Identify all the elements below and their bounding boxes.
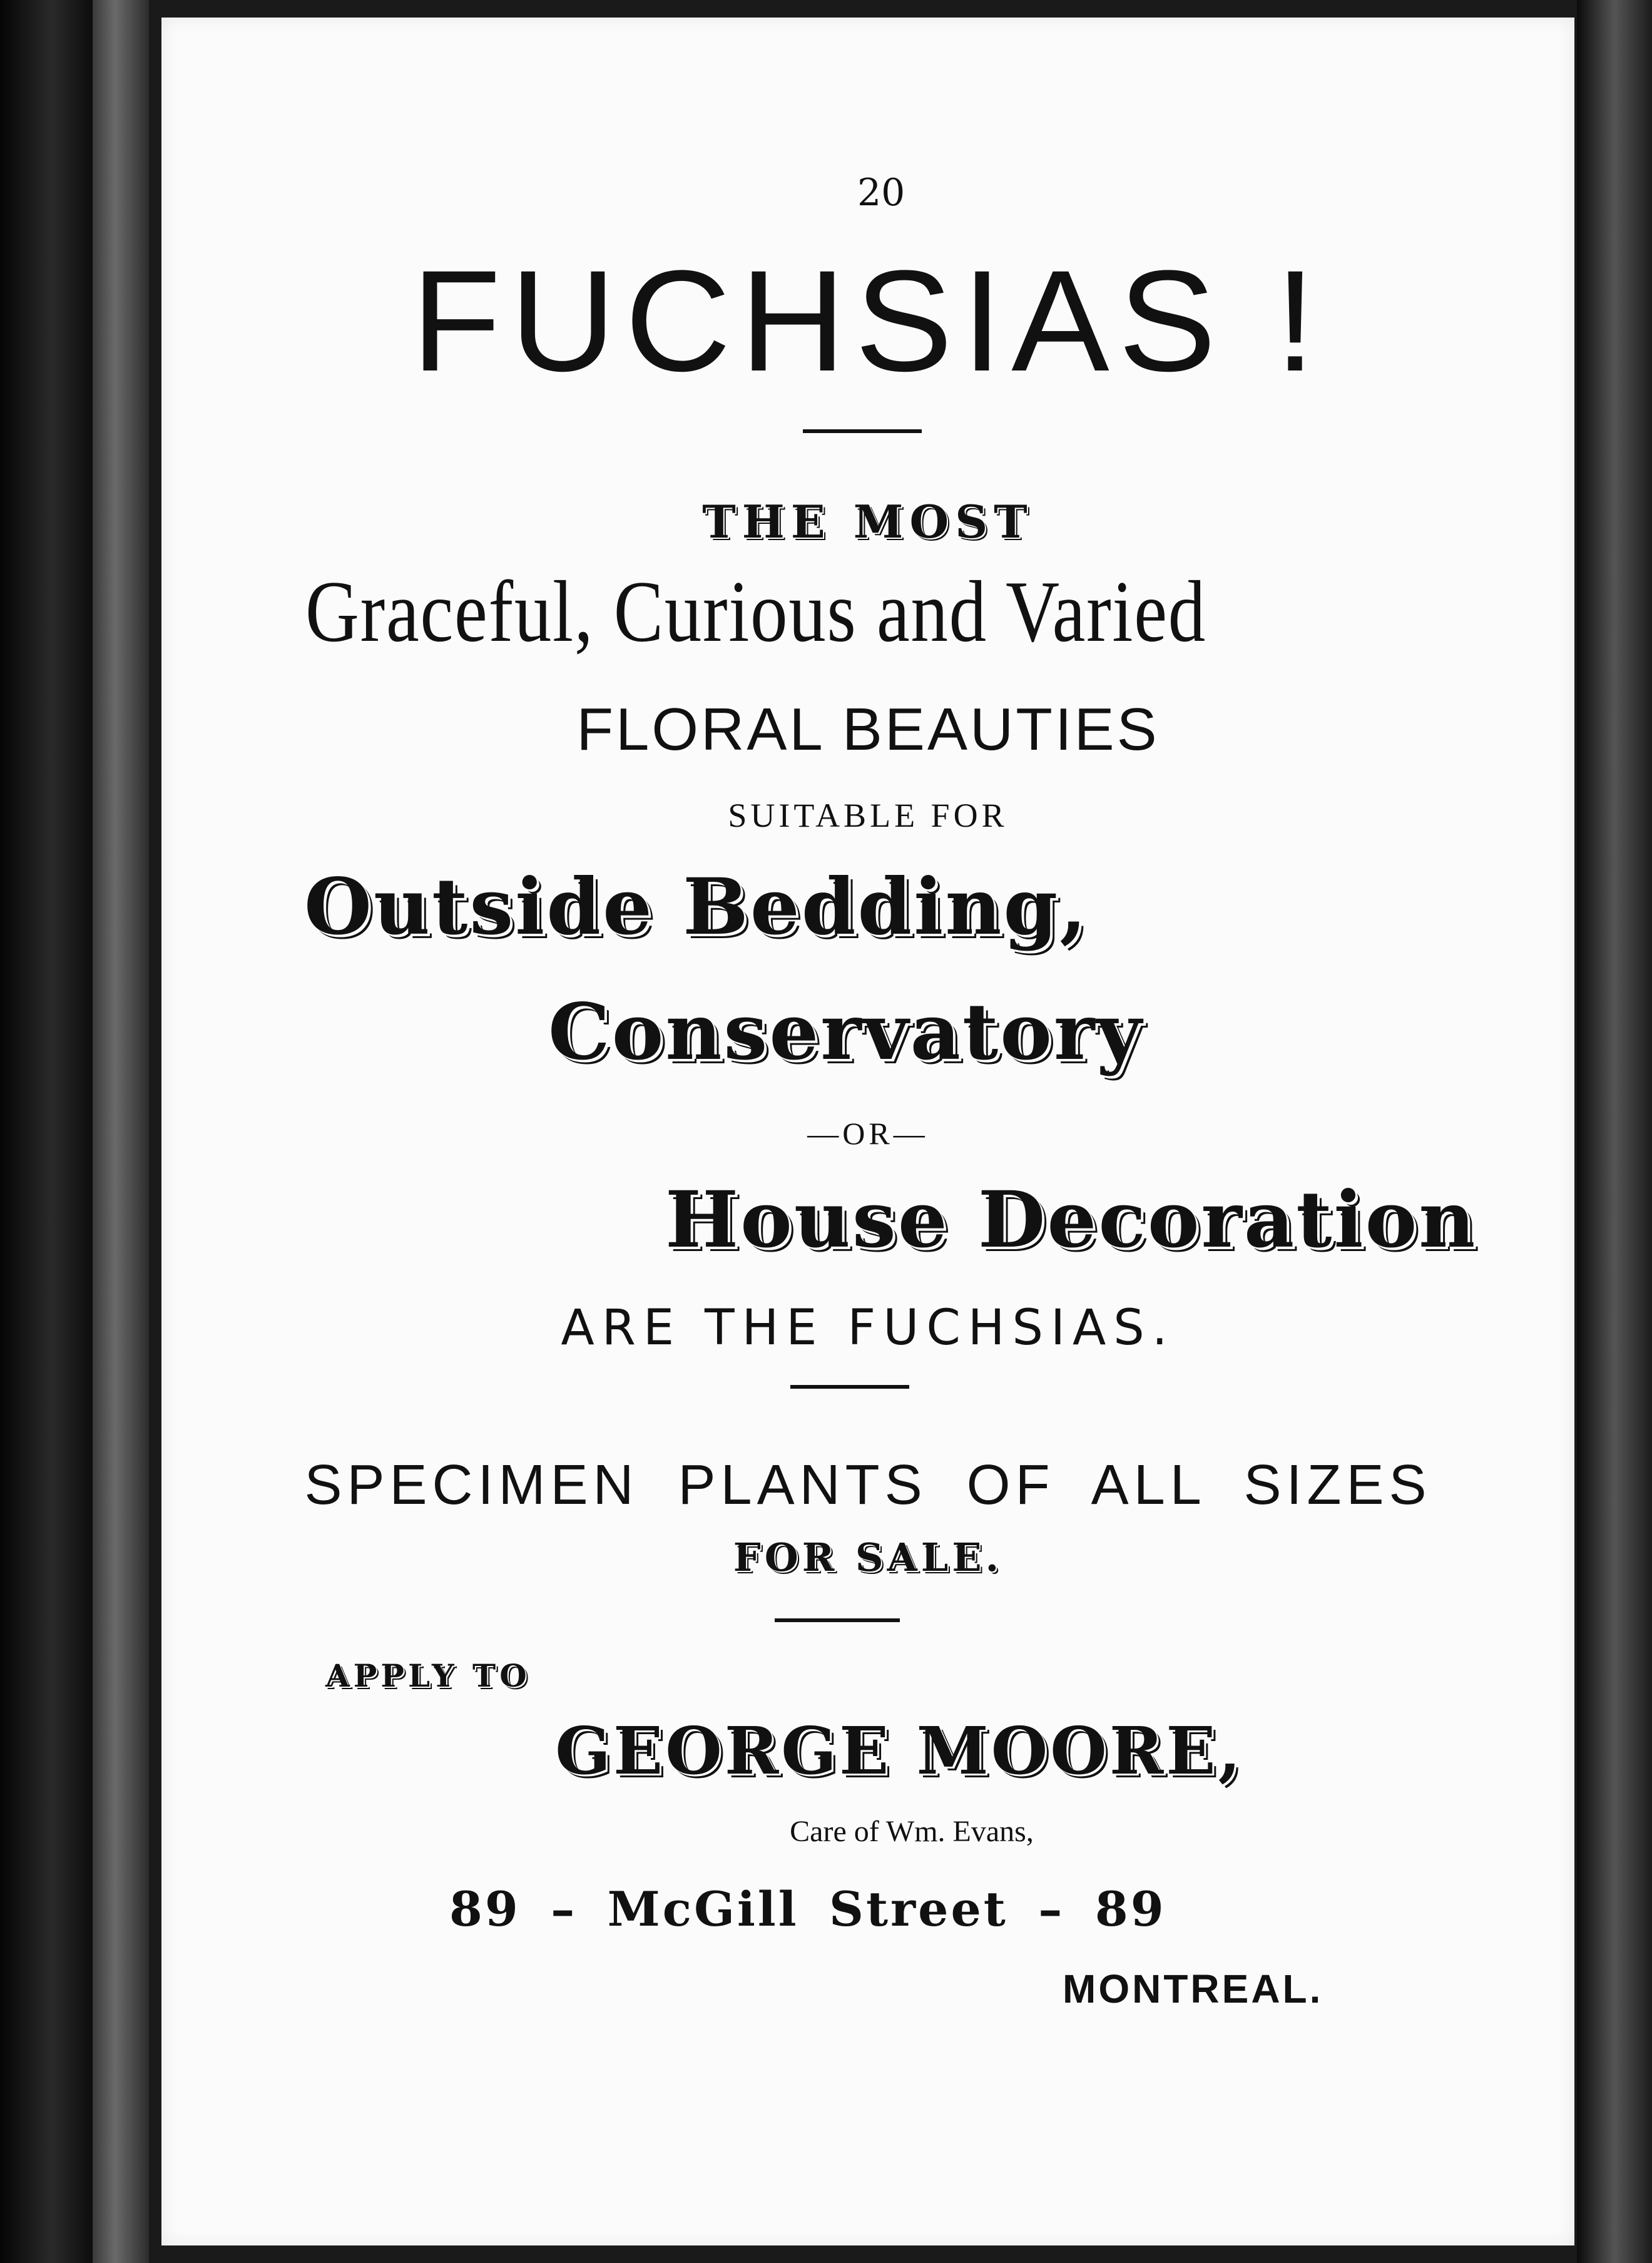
- contact-care-of: Care of Wm. Evans,: [790, 1815, 1034, 1848]
- use-conservatory: Conservatory: [548, 987, 1144, 1078]
- contact-city: MONTREAL.: [1063, 1966, 1323, 2011]
- use-house-decoration: House Decoration: [665, 1175, 1477, 1265]
- scan-edge-left: [0, 0, 94, 2263]
- contact-address: 89 – McGill Street – 89: [449, 1881, 1166, 1937]
- statement-are-the-fuchsias: ARE THE FUCHSIAS.: [561, 1300, 1175, 1356]
- headline-graceful: Graceful, Curious and Varied: [305, 563, 1206, 660]
- headline-the-most: THE MOST: [702, 495, 1034, 548]
- divider-rule-top: [803, 429, 922, 433]
- subhead-suitable-for: SUITABLE FOR: [728, 797, 1008, 834]
- apply-to-label: APPLY TO: [325, 1657, 531, 1694]
- divider-rule-bottom: [775, 1618, 900, 1622]
- page-title: FUCHSIAS !: [411, 240, 1325, 401]
- specimen-plants-line: SPECIMEN PLANTS OF ALL SIZES: [304, 1454, 1432, 1516]
- scan-edge-stripe: [93, 0, 149, 2263]
- document-page: [161, 18, 1574, 2245]
- for-sale-line: FOR SALE.: [733, 1535, 1003, 1580]
- use-outside-bedding: Outside Bedding,: [304, 862, 1089, 953]
- contact-name: GEORGE MOORE,: [555, 1712, 1243, 1789]
- page-number: 20: [857, 171, 905, 215]
- separator-or: —OR—: [807, 1116, 929, 1151]
- headline-floral-beauties: FLORAL BEAUTIES: [576, 696, 1160, 763]
- divider-rule-middle: [790, 1385, 909, 1389]
